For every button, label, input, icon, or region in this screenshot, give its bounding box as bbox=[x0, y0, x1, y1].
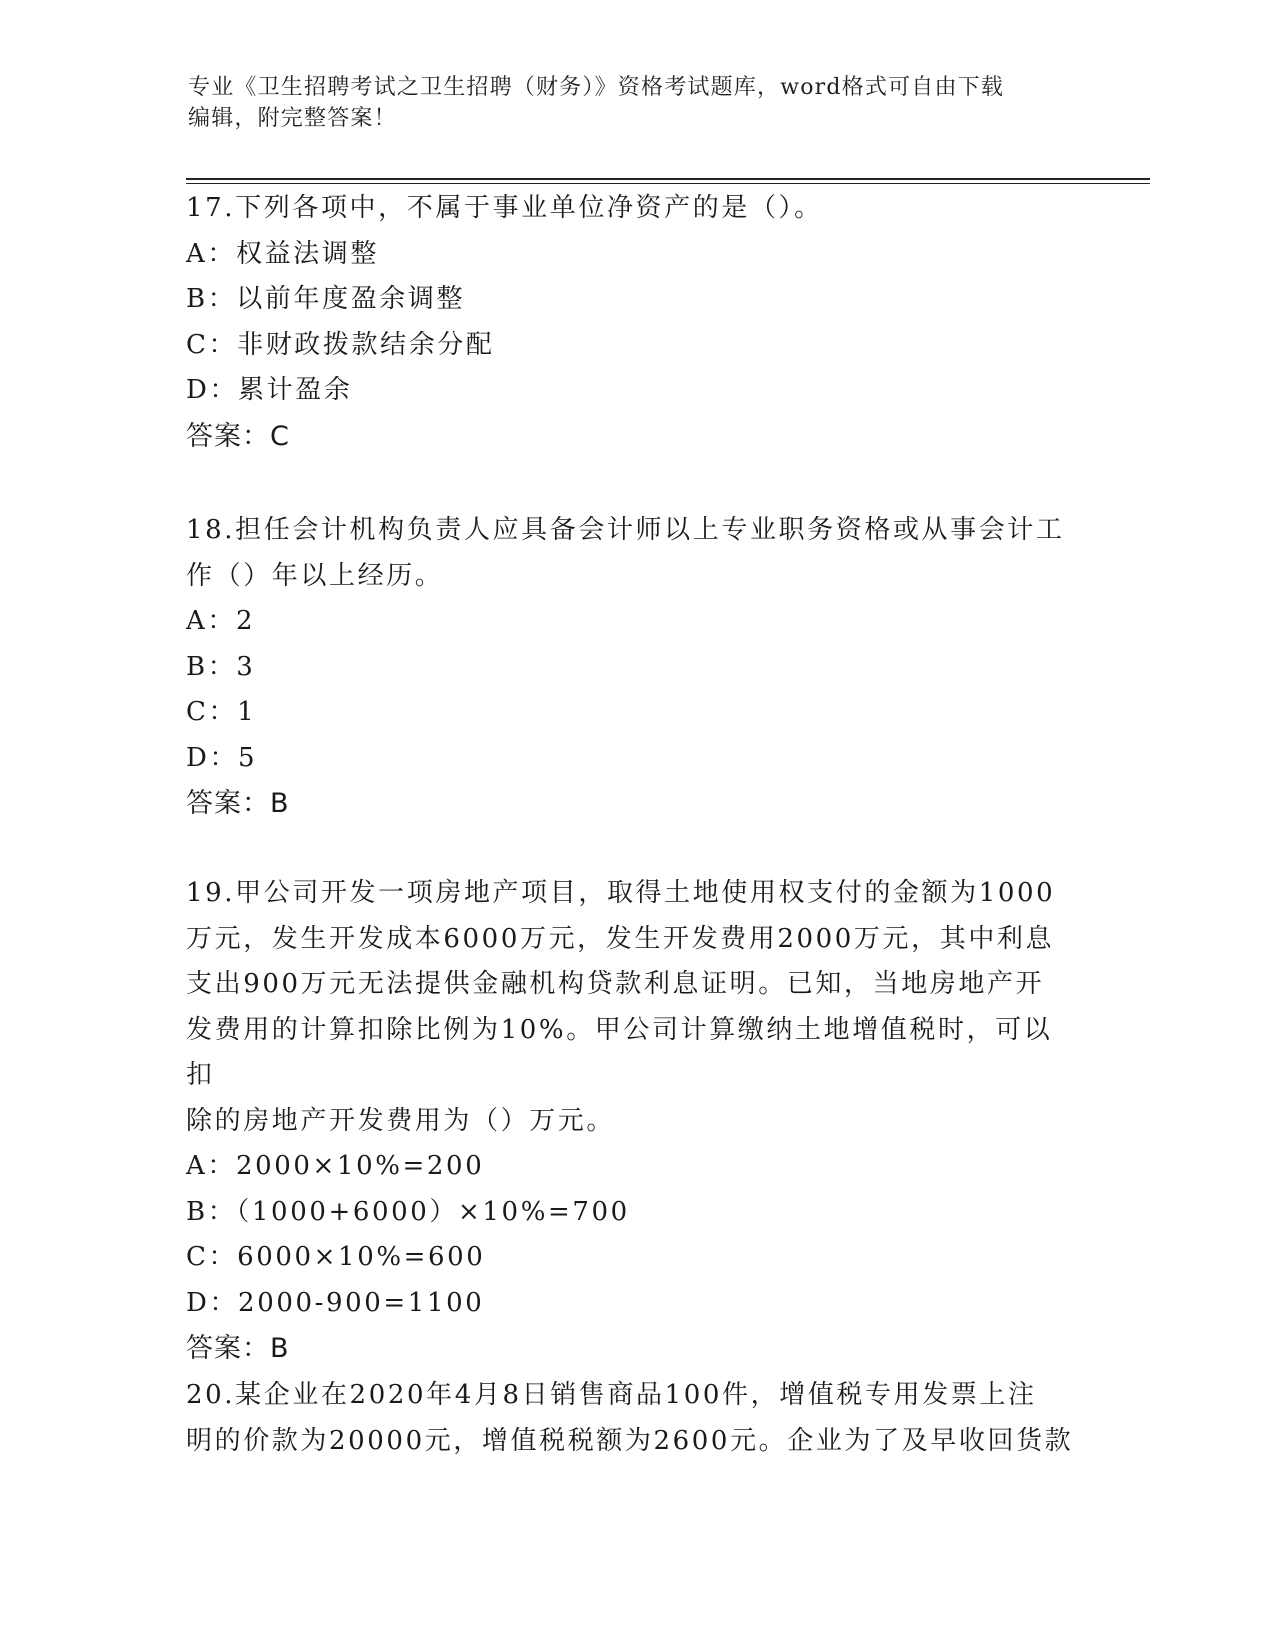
question-stem-line: 发费用的计算扣除比例为10%。甲公司计算缴纳土地增值税时，可以扣 bbox=[186, 1014, 1053, 1090]
question-stem-line: 万元，发生开发成本6000万元，发生开发费用2000万元，其中利息 bbox=[186, 923, 1055, 954]
header-note-line2: 编辑，附完整答案！ bbox=[188, 106, 397, 131]
question-stem-line: 19.甲公司开发一项房地产项目，取得土地使用权支付的金额为1000 bbox=[186, 878, 1056, 908]
option-c: C：1 bbox=[186, 697, 257, 727]
option-c: C：非财政拨款结余分配 bbox=[186, 329, 495, 360]
header-divider-thin bbox=[186, 183, 1150, 184]
question-stem-line: 除的房地产开发费用为（）万元。 bbox=[186, 1105, 616, 1136]
question-17 bbox=[186, 186, 1076, 459]
question-19 bbox=[186, 871, 1076, 1372]
answer: 答案：C bbox=[186, 420, 290, 452]
option-b: B：（1000+6000）×10%=700 bbox=[186, 1196, 630, 1227]
question-stem-line: 支出900万元无法提供金融机构贷款利息证明。已知，当地房地产开 bbox=[186, 969, 1045, 999]
question-18 bbox=[186, 508, 1076, 827]
option-c: C：6000×10%=600 bbox=[186, 1242, 486, 1272]
question-stem: 17.下列各项中，不属于事业单位净资产的是（）。 bbox=[186, 193, 823, 223]
option-a: A：2 bbox=[186, 606, 256, 636]
option-d: D：2000-900=1100 bbox=[186, 1287, 485, 1318]
option-d: D：累计盈余 bbox=[186, 375, 353, 405]
option-a: A：2000×10%=200 bbox=[186, 1151, 485, 1181]
question-stem-line: 18.担任会计机构负责人应具备会计师以上专业职务资格或从事会计工 bbox=[186, 515, 1065, 545]
header-note bbox=[188, 72, 1088, 134]
option-a: A：权益法调整 bbox=[186, 238, 379, 269]
option-b: B：以前年度盈余调整 bbox=[186, 284, 466, 314]
question-stem-line: 20.某企业在2020年4月8日销售商品100件，增值税专用发票上注 bbox=[186, 1380, 1037, 1410]
option-b: B：3 bbox=[186, 651, 256, 682]
option-d: D：5 bbox=[186, 742, 258, 773]
answer: 答案：B bbox=[186, 1333, 290, 1364]
question-stem-line: 明的价款为20000元，增值税税额为2600元。企业为了及早收回货款 bbox=[186, 1425, 1074, 1456]
header-divider-thick bbox=[186, 178, 1150, 180]
header-note-line1: 专业《卫生招聘考试之卫生招聘（财务）》资格考试题库，word格式可自由下载 bbox=[188, 75, 1005, 100]
question-20 bbox=[186, 1373, 1076, 1464]
question-stem-line: 作（）年以上经历。 bbox=[186, 560, 444, 591]
answer: 答案：B bbox=[186, 788, 290, 819]
